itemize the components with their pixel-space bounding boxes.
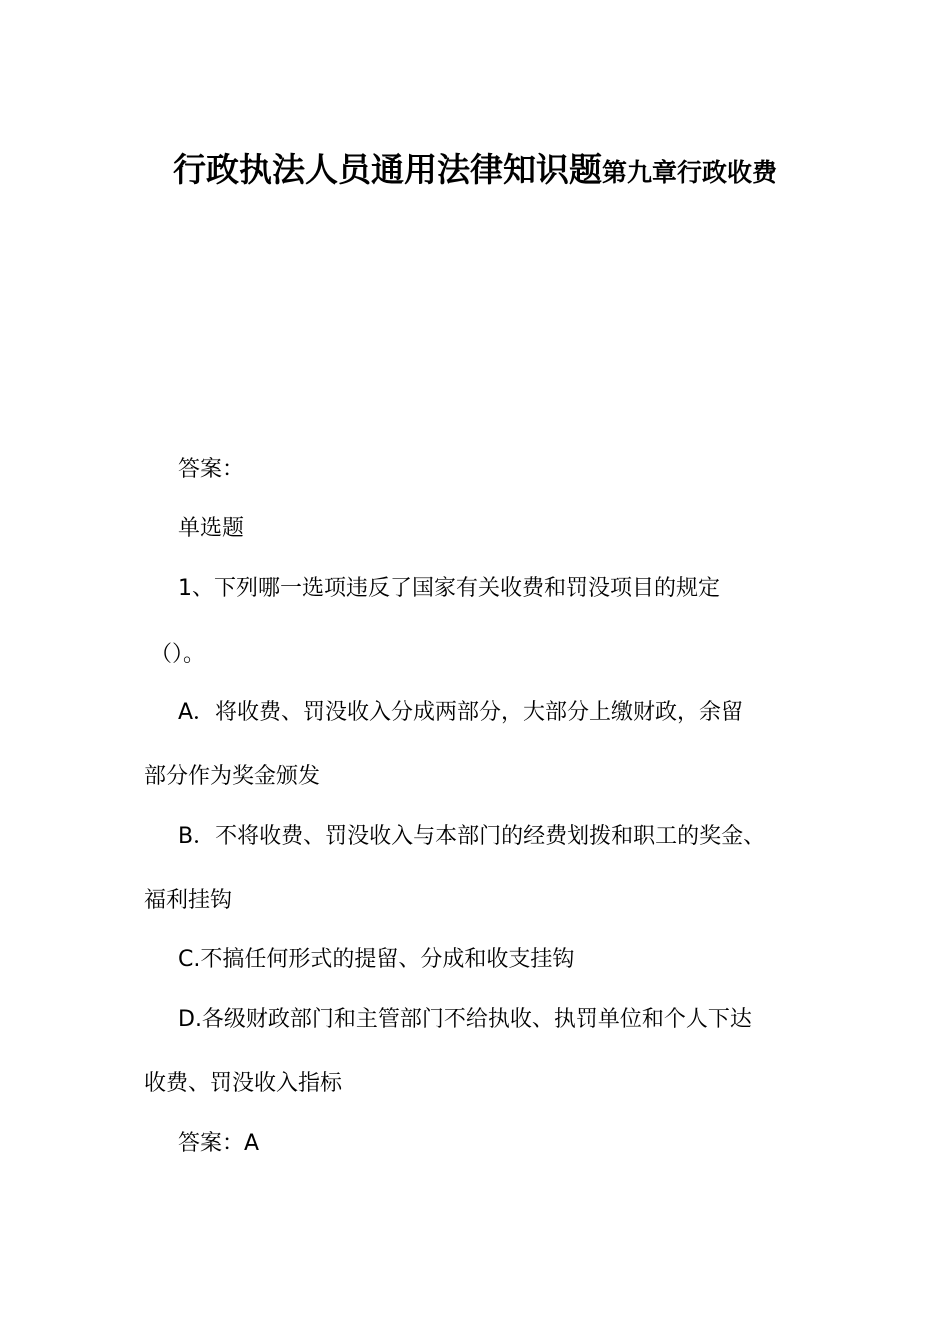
option-a-line-1: A．将收费、罚没收入分成两部分，大部分上缴财政，余留 <box>178 700 744 725</box>
option-d-line-1: D.各级财政部门和主管部门不给执收、执罚单位和个人下达 <box>178 1007 752 1032</box>
question-1-blank: （）。 <box>150 642 206 667</box>
title-sub: 第九章行政收费 <box>601 158 777 187</box>
question-1-answer: 答案：A <box>178 1131 260 1156</box>
document-title <box>0 145 950 201</box>
option-d-line-2: 收费、罚没收入指标 <box>144 1071 343 1096</box>
option-b-line-2: 福利挂钩 <box>144 888 233 913</box>
section-single-choice: 单选题 <box>178 516 245 541</box>
option-b-line-1: B．不将收费、罚没收入与本部门的经费划拨和职工的奖金、 <box>178 824 766 849</box>
question-1-text: 1、下列哪一选项违反了国家有关收费和罚没项目的规定 <box>178 576 720 601</box>
option-a-line-2: 部分作为奖金颁发 <box>144 764 321 789</box>
title-main: 行政执法人员通用法律知识题 <box>172 150 602 189</box>
answer-heading: 答案： <box>178 457 245 482</box>
option-c: C.不搞任何形式的提留、分成和收支挂钩 <box>178 947 575 972</box>
